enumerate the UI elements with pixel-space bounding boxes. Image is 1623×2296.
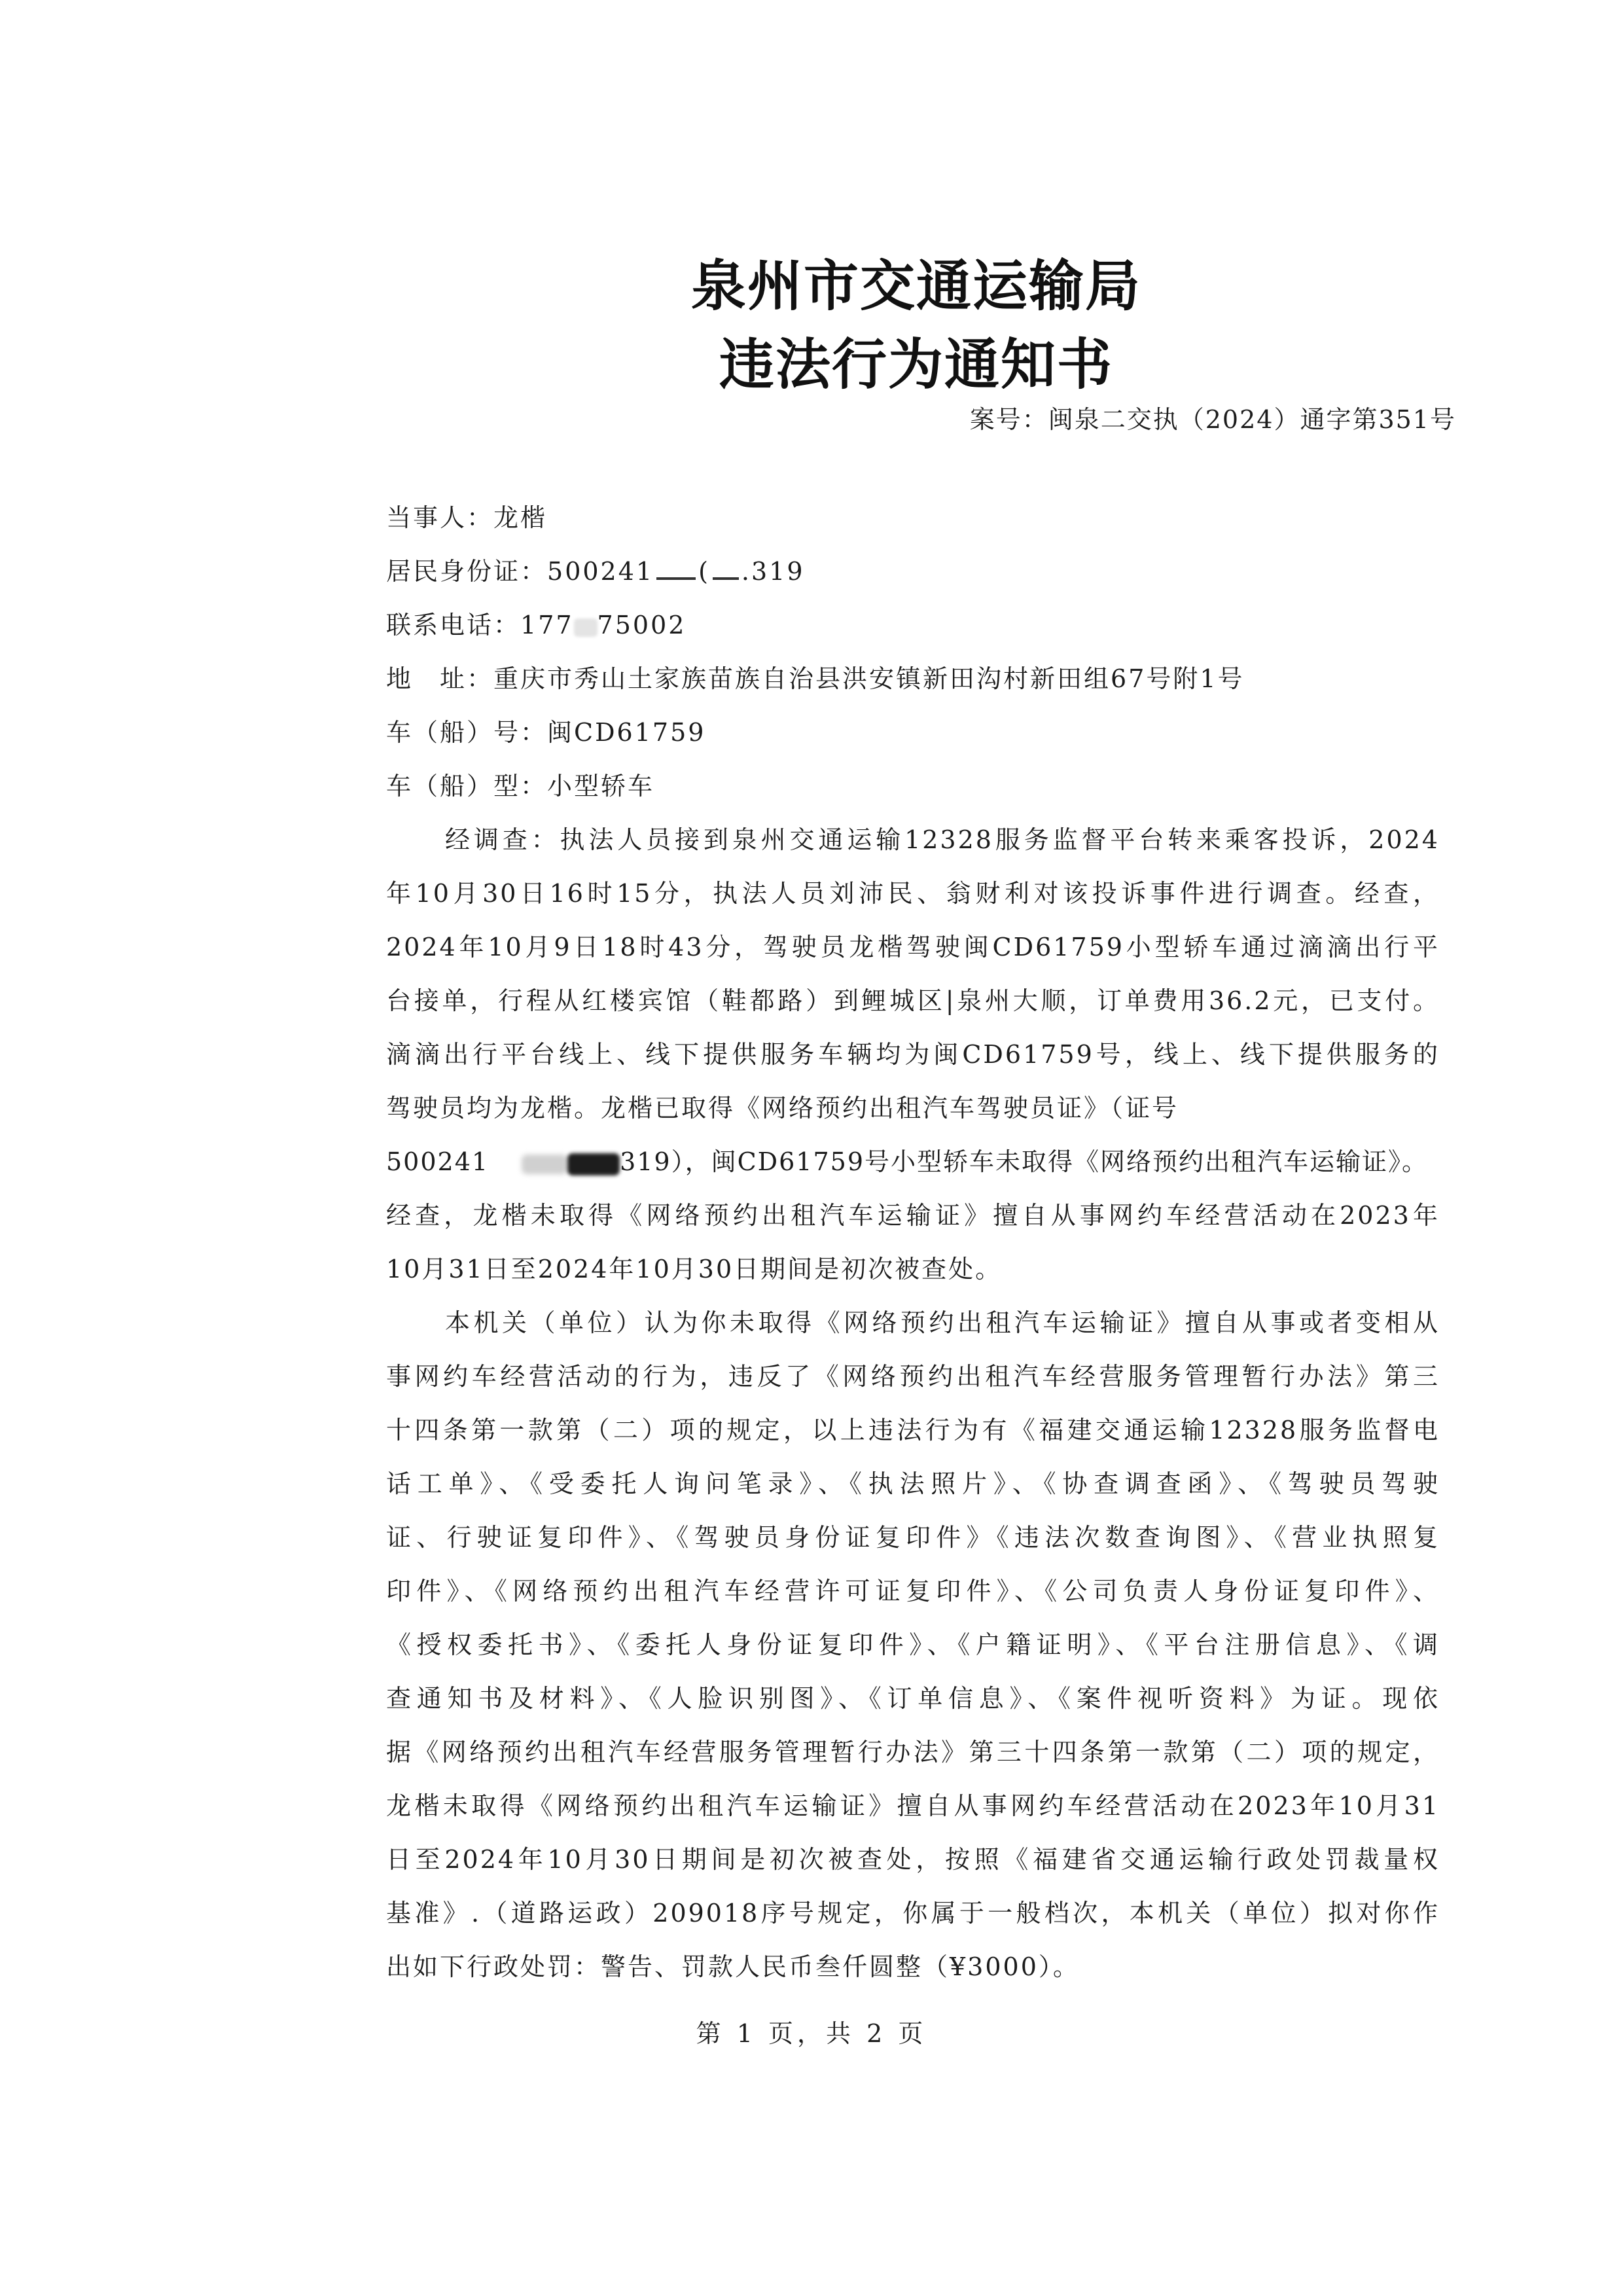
vehicle-type-value: 小型轿车 — [547, 772, 655, 800]
address-label: 地 址： — [386, 664, 494, 693]
plate-value: 闽CD61759 — [547, 718, 706, 747]
phone-row — [386, 605, 686, 641]
page-number: 第 1 页，共 2 页 — [696, 2019, 927, 2048]
body-line: 龙楷未取得《网络预约出租汽车运输证》擅自从事网约车经营活动在2023年10月31 — [386, 1791, 1440, 1820]
party-name-label: 当事人： — [386, 503, 494, 532]
party-name-row — [386, 497, 547, 533]
address-value: 重庆市秀山土家族苗族自治县洪安镇新田沟村新田组67号附1号 — [493, 664, 1245, 693]
body-line-redacted — [386, 1141, 1428, 1177]
body-line: 滴滴出行平台线上、线下提供服务车辆均为闽CD61759号，线上、线下提供服务的 — [386, 1040, 1440, 1069]
body-line: 10月31日至2024年10月30日期间是初次被查处。 — [386, 1255, 1003, 1283]
licence-number-rest: 319），闽CD61759号小型轿车未取得《网络预约出租汽车运输证》。 — [620, 1147, 1429, 1176]
body-line: 台接单，行程从红楼宾馆（鞋都路）到鲤城区|泉州大顺，订单费用36.2元，已支付。 — [386, 986, 1440, 1015]
body-line: 查通知书及材料》、《人脸识别图》、《订单信息》、《案件视听资料》为证。现依 — [386, 1684, 1440, 1713]
body-line: 本机关（单位）认为你未取得《网络预约出租汽车运输证》擅自从事或者变相从 — [445, 1308, 1440, 1337]
redaction-mark — [522, 1155, 567, 1174]
body-line: 日至2024年10月30日期间是初次被查处，按照《福建省交通运输行政处罚裁量权 — [386, 1845, 1440, 1874]
body-line: 驾驶员均为龙楷。龙楷已取得《网络预约出租汽车驾驶员证》（证号 — [386, 1094, 1179, 1122]
case-number: 案号：闽泉二交执（2024）通字第351号 — [969, 405, 1456, 434]
body-line: 印件》、《网络预约出租汽车经营许可证复印件》、《公司负责人身份证复印件》、 — [386, 1577, 1440, 1605]
phone-label: 联系电话： — [386, 611, 521, 639]
id-card-mid: ( — [698, 557, 710, 586]
id-card-prefix: 500241 — [547, 557, 654, 586]
body-line: 年10月30日16时15分，执法人员刘沛民、翁财利对该投诉事件进行调查。经查， — [386, 879, 1440, 908]
redaction-mark — [656, 577, 696, 580]
plate-label: 车（船）号： — [386, 718, 548, 747]
body-line: 2024年10月9日18时43分，驾驶员龙楷驾驶闽CD61759小型轿车通过滴滴出行平 — [386, 933, 1440, 961]
agency-title: 泉州市交通运输局 — [690, 253, 1141, 318]
vehicle-type-label: 车（船）型： — [386, 772, 548, 800]
body-line: 经查，龙楷未取得《网络预约出租汽车运输证》擅自从事网约车经营活动在2023年 — [386, 1201, 1440, 1230]
notice-title: 违法行为通知书 — [719, 332, 1113, 397]
id-card-label: 居民身份证： — [386, 557, 548, 586]
vehicle-type-row — [386, 766, 654, 802]
id-card-row — [386, 551, 805, 587]
body-line: 话工单》、《受委托人询问笔录》、《执法照片》、《协查调查函》、《驾驶员驾驶 — [386, 1469, 1440, 1498]
address-row — [386, 658, 1245, 694]
body-line: 事网约车经营活动的行为，违反了《网络预约出租汽车经营服务管理暂行办法》第三 — [386, 1362, 1440, 1391]
body-line: 十四条第一款第（二）项的规定，以上违法行为有《福建交通运输12328服务监督电 — [386, 1416, 1440, 1444]
party-name-value: 龙楷 — [493, 503, 548, 532]
plate-row — [386, 712, 705, 748]
id-card-suffix: .319 — [741, 557, 805, 586]
body-line: 证、行驶证复印件》、《驾驶员身份证复印件》《违法次数查询图》、《营业执照复 — [386, 1523, 1440, 1552]
body-line: 基准》.（道路运政）209018序号规定，你属于一般档次，本机关（单位）拟对你作 — [386, 1899, 1440, 1928]
body-line: 《授权委托书》、《委托人身份证复印件》、《户籍证明》、《平台注册信息》、《调 — [386, 1630, 1440, 1659]
phone-prefix: 177 — [520, 611, 574, 639]
phone-suffix: 75002 — [597, 611, 687, 639]
body-line: 据《网络预约出租汽车经营服务管理暂行办法》第三十四条第一款第（二）项的规定， — [386, 1738, 1440, 1767]
body-line: 经调查：执法人员接到泉州交通运输12328服务监督平台转来乘客投诉，2024 — [445, 825, 1440, 854]
redaction-mark — [567, 1153, 620, 1175]
redaction-mark — [574, 619, 597, 637]
licence-number-prefix: 500241 — [386, 1147, 490, 1176]
redaction-mark — [713, 577, 739, 580]
body-line: 出如下行政处罚：警告、罚款人民币叁仟圆整（¥3000）。 — [386, 1952, 1080, 1981]
